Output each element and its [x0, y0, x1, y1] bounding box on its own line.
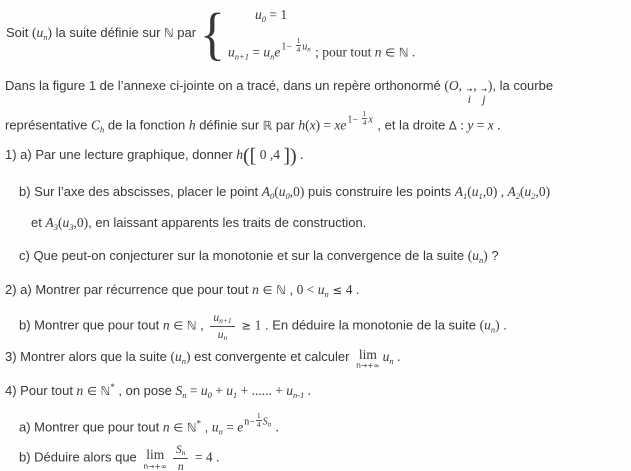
fraction-numerator: 1: [362, 109, 367, 118]
math-var: y: [467, 117, 474, 133]
math-var: S: [175, 383, 183, 398]
math-symbol: ∈: [258, 283, 277, 297]
math-subscript: 2: [515, 191, 520, 201]
text-run: .: [499, 317, 507, 333]
math-subscript: n+1: [219, 316, 232, 325]
limit-underscript: n→+∞: [356, 361, 380, 370]
figure-description-line-2: [5, 110, 500, 139]
math-var: h: [236, 147, 244, 162]
math-var: u: [278, 184, 286, 199]
math-roman: = 1: [266, 7, 288, 22]
math-var: u: [472, 248, 479, 263]
math-subscript: h: [100, 124, 105, 135]
vector-arrow-icon: →: [481, 86, 487, 94]
text-run: , on pose: [114, 383, 176, 398]
math-roman: ,0): [482, 184, 498, 199]
math-set-symbol: ℕ: [276, 283, 286, 297]
math-var: h: [188, 117, 196, 133]
exponent-prefix: 1−: [347, 114, 361, 126]
math-subscript: n: [223, 332, 228, 342]
math-subscript: n: [270, 51, 275, 62]
figure-description-line-1: [5, 76, 553, 105]
math-roman: ): [185, 349, 191, 364]
math-roman: ,: [473, 78, 480, 93]
cases-initial-term: [255, 6, 415, 28]
math-exponent: [347, 110, 372, 128]
math-subscript: 2: [531, 191, 536, 201]
math-fraction: [210, 310, 234, 342]
cases-block: [228, 5, 415, 65]
math-subscript: 0: [285, 191, 290, 201]
math-var: e: [340, 117, 347, 133]
text-run: puis construire les points: [304, 184, 455, 199]
math-var: n: [76, 383, 84, 398]
text-run: 4) Pour tout: [5, 383, 77, 398]
text-run: par: [272, 117, 299, 133]
vector-symbol: [481, 88, 487, 105]
fraction-denominator: 4: [256, 420, 261, 430]
math-roman: 1: [254, 317, 262, 333]
math-var: u: [211, 419, 219, 435]
text-run: a) Montrer que pour tout: [19, 419, 163, 435]
cases-brace: {: [200, 2, 226, 67]
math-roman: (: [444, 78, 449, 93]
math-subscript: n: [181, 448, 186, 457]
math-var: u: [200, 383, 208, 398]
fraction-numerator: 1: [296, 36, 301, 45]
small-fraction: [362, 110, 368, 128]
math-roman: ,0): [535, 184, 551, 199]
math-subscript: n+1: [234, 51, 250, 62]
math-var: u: [524, 184, 532, 199]
fraction-denominator: [173, 459, 189, 471]
math-var: A: [454, 184, 463, 199]
math-var: x: [334, 117, 341, 133]
math-var: h: [298, 117, 306, 133]
cases-recurrence: [228, 37, 415, 65]
math-symbol: ∈: [169, 318, 187, 333]
math-subscript: 0: [261, 14, 267, 24]
math-var: x: [487, 117, 494, 133]
math-roman: =: [186, 383, 201, 398]
math-roman: =: [473, 117, 488, 133]
math-var: u: [317, 282, 325, 297]
math-subscript: n: [324, 289, 329, 299]
math-symbol: ≤: [328, 283, 346, 297]
math-var: u: [471, 184, 479, 199]
math-roman: (: [479, 317, 485, 333]
question-1a: [5, 145, 303, 166]
question-4a: [19, 412, 279, 441]
math-subscript: n: [479, 255, 484, 265]
math-var: u: [228, 44, 235, 60]
math-roman: (: [32, 25, 37, 41]
math-var: u: [36, 25, 44, 41]
math-limit: [143, 448, 167, 470]
text-run: de la fonction: [104, 117, 189, 133]
math-var: u: [286, 383, 293, 398]
question-2a: [5, 280, 359, 304]
math-var: u: [255, 7, 262, 22]
math-var: x: [309, 117, 316, 133]
fraction-denominator: 4: [296, 45, 301, 55]
math-var: O: [448, 78, 459, 93]
math-roman: .: [304, 383, 312, 398]
math-var: n: [177, 460, 184, 471]
exponent-variable: x: [368, 114, 373, 126]
sequence-definition-intro: [6, 23, 196, 47]
math-roman: ): [47, 25, 53, 41]
math-bracket: ]): [283, 145, 297, 167]
math-var: u: [174, 349, 182, 364]
math-roman: :: [456, 117, 468, 133]
math-roman: ,: [458, 78, 466, 93]
text-run: b) Déduire alors que: [19, 449, 141, 465]
math-subscript: 0: [207, 390, 212, 400]
math-roman: .: [296, 147, 304, 162]
math-roman: =: [222, 419, 238, 435]
math-roman: + ...... +: [237, 383, 287, 398]
math-subscript: 1: [232, 390, 238, 400]
math-subscript: 0: [270, 191, 275, 201]
math-roman: (: [467, 184, 472, 199]
fraction-numerator: 1: [256, 411, 261, 420]
math-var: A: [507, 184, 516, 199]
math-roman: .: [493, 117, 501, 133]
math-roman: = 4 .: [191, 449, 220, 465]
math-roman: .: [408, 44, 416, 60]
question-3: [5, 347, 400, 371]
math-roman: (: [519, 184, 525, 199]
math-var: n: [162, 317, 170, 333]
math-var: A: [45, 215, 54, 230]
math-subscript: n: [43, 32, 48, 43]
math-set-symbol: ℕ: [398, 45, 409, 60]
text-run: ?: [487, 248, 499, 263]
math-subscript: n-1: [292, 390, 305, 400]
math-symbol: ∈: [83, 384, 101, 398]
text-run: 3) Montrer alors que la suite: [5, 349, 171, 364]
text-run: b) Montrer que pour tout: [19, 317, 163, 333]
text-run: par: [173, 25, 197, 41]
math-var: C: [91, 117, 101, 133]
math-var: u: [382, 349, 390, 364]
math-var: u: [484, 317, 491, 333]
text-run: représentative: [5, 117, 91, 133]
question-2b: [19, 310, 507, 342]
text-run: 2) a) Montrer par récurrence que pour tout: [5, 282, 253, 297]
fraction-denominator: [210, 327, 234, 343]
math-fraction: [173, 442, 189, 471]
math-symbol: ∈: [381, 45, 399, 60]
limit-word: lim: [146, 447, 165, 463]
math-set-symbol: ℕ: [186, 318, 197, 333]
math-subscript: 3: [53, 222, 58, 232]
math-symbol: Δ: [448, 118, 457, 133]
math-roman: .: [393, 349, 401, 364]
math-bracket: ([: [243, 145, 257, 167]
limit-word: lim: [358, 346, 377, 362]
text-run: la suite définie sur: [52, 25, 165, 41]
math-exponent: [244, 412, 271, 430]
math-roman: 0 ,4: [256, 147, 284, 162]
text-run: 1) a) Par une lecture graphique, donner: [5, 147, 237, 162]
math-roman: ,0): [289, 184, 305, 199]
text-run: ,: [196, 317, 208, 333]
text-run: Dans la figure 1 de l’annexe ci-jointe on a tracé, dans un repère orthonormé: [5, 78, 445, 93]
math-roman: (: [467, 248, 473, 263]
math-symbol: ∈: [169, 420, 187, 435]
math-subscript: 3: [69, 222, 74, 232]
math-roman: (: [305, 117, 310, 133]
math-roman: ,0): [73, 215, 89, 230]
math-subscript: n: [181, 356, 186, 366]
small-fraction: [296, 37, 302, 55]
math-roman: 0 <: [296, 282, 318, 297]
math-var: u: [213, 312, 220, 324]
text-run: , la courbe: [492, 78, 554, 93]
math-roman: ,: [497, 184, 508, 199]
math-var: n: [374, 44, 382, 60]
fraction-numerator: [210, 310, 234, 327]
math-roman: (: [170, 349, 175, 364]
math-limit: [356, 348, 380, 370]
text-run: est convergente et calculer: [190, 349, 354, 364]
math-roman: ) =: [315, 117, 335, 133]
math-subscript: n: [490, 324, 496, 335]
math-var: A: [261, 184, 271, 199]
sequence-definition: [6, 2, 416, 67]
math-set-symbol: ℕ: [164, 26, 174, 41]
math-roman: =: [249, 44, 264, 60]
math-var: n: [252, 282, 259, 297]
math-roman: 4 .: [345, 282, 360, 297]
exponent-prefix: n−: [244, 416, 255, 428]
text-run: c) Que peut-on conjecturer sur la monotonie et sur la convergence de la suite: [19, 248, 468, 263]
math-subscript: n: [182, 390, 187, 400]
math-superscript: *: [196, 418, 202, 429]
text-run: . En déduire la monotonie de la suite: [261, 317, 480, 333]
math-set-symbol: ℕ: [100, 384, 111, 398]
exponent-subscript: n: [307, 45, 311, 54]
math-roman: .: [272, 419, 279, 435]
math-subscript: n: [389, 356, 394, 366]
math-roman: +: [211, 383, 227, 398]
text-run: , et la droite: [373, 117, 449, 133]
math-var: u: [263, 44, 271, 60]
vector-symbol: [466, 88, 472, 105]
math-subscript: 1: [478, 191, 483, 201]
math-roman: (: [274, 184, 279, 199]
math-set-symbol: ℕ: [186, 420, 197, 435]
math-var: u: [226, 383, 233, 398]
math-var: e: [274, 44, 281, 60]
vector-arrow-icon: →: [466, 86, 473, 94]
exponent-variable: S: [262, 416, 268, 428]
math-var: u: [62, 215, 70, 230]
limit-underscript: n→+∞: [143, 461, 167, 471]
math-symbol: ≥: [237, 318, 255, 333]
math-superscript: *: [110, 382, 115, 392]
text-run: et: [31, 215, 46, 230]
math-roman: ): [495, 317, 500, 333]
text-run: b) Sur l’axe des abscisses, placer le point: [19, 184, 262, 199]
math-var: S: [175, 444, 182, 456]
question-4: [5, 378, 311, 405]
math-var: j: [482, 91, 486, 106]
question-1b: [19, 182, 550, 206]
text-run: ,: [285, 282, 297, 297]
text-run: Soit: [6, 25, 33, 41]
question-4b: [19, 442, 219, 471]
math-var: u: [217, 328, 224, 341]
math-exponent: [281, 37, 310, 55]
fraction-denominator: 4: [362, 118, 367, 128]
exponent-subscript: n: [267, 420, 272, 429]
text-run: définie sur: [195, 117, 263, 133]
math-roman: (: [57, 215, 63, 230]
math-var: i: [467, 91, 471, 106]
small-fraction: [256, 412, 262, 430]
math-roman: ): [483, 248, 488, 263]
question-1c: [19, 246, 499, 270]
math-subscript: 1: [462, 191, 468, 201]
text-run: , en laissant apparents les traits de construction.: [88, 215, 367, 230]
math-roman: ): [487, 78, 493, 93]
math-var: n: [162, 419, 170, 435]
exponent-prefix: 1−: [281, 41, 295, 53]
math-set-symbol: ℝ: [262, 118, 273, 133]
math-roman: ; pour tout: [311, 44, 375, 60]
math-subscript: n: [218, 426, 223, 437]
question-1b-continued: [31, 213, 366, 237]
math-var: e: [237, 419, 244, 435]
text-run: ,: [201, 419, 212, 435]
fraction-numerator: [173, 442, 189, 459]
exponent-variable: u: [302, 41, 308, 53]
